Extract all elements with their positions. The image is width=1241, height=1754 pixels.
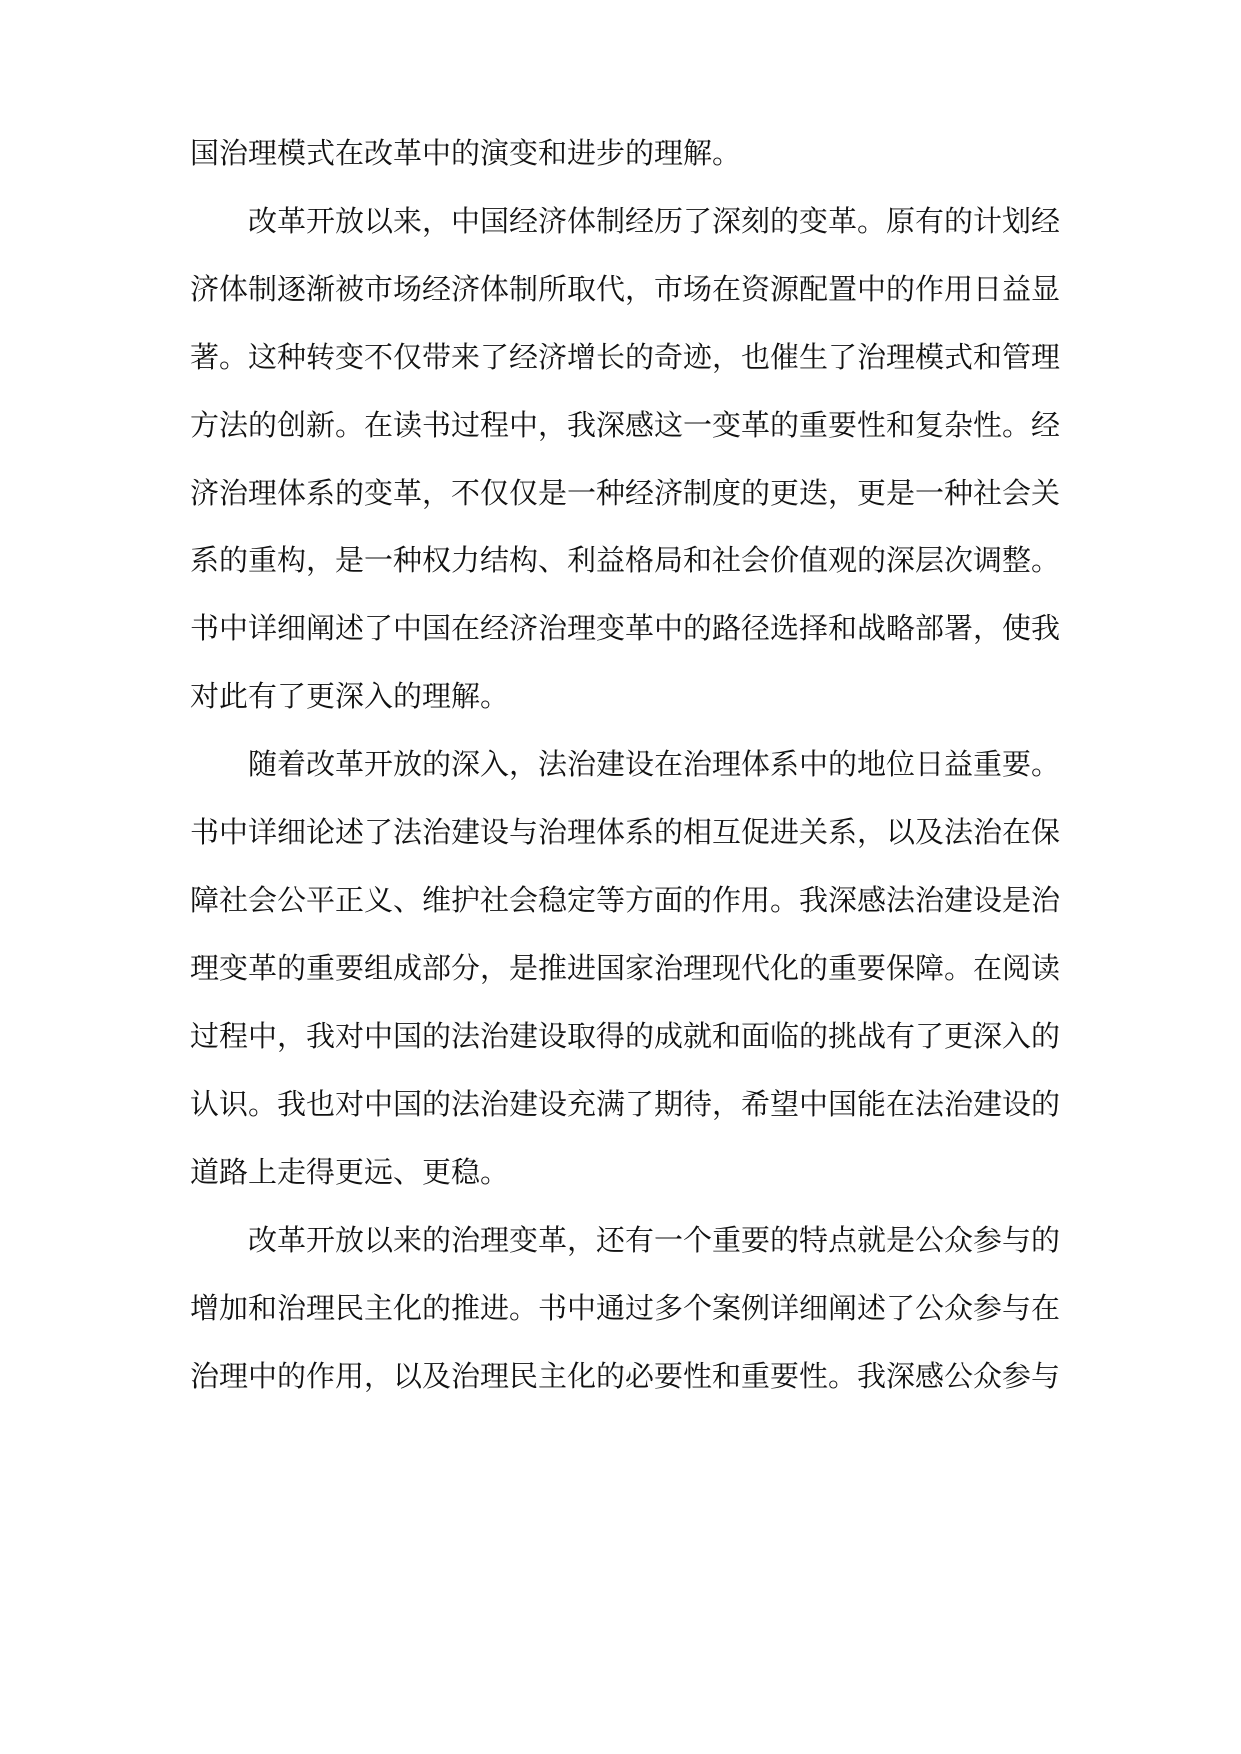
text-line: 济治理体系的变革，不仅仅是一种经济制度的更迭，更是一种社会关 (190, 476, 1061, 510)
text-line: 认识。我也对中国的法治建设充满了期待，希望中国能在法治建设的 (190, 1087, 1061, 1121)
text-line: 道路上走得更远、更稳。 (190, 1155, 510, 1189)
text-line: 书中详细论述了法治建设与治理体系的相互促进关系，以及法治在保 (190, 815, 1061, 849)
text-line: 改革开放以来，中国经济体制经历了深刻的变革。原有的计划经 (248, 204, 1061, 238)
text-line: 理变革的重要组成部分，是推进国家治理现代化的重要保障。在阅读 (190, 951, 1061, 985)
text-line: 治理中的作用，以及治理民主化的必要性和重要性。我深感公众参与 (190, 1359, 1061, 1393)
text-line: 随着改革开放的深入，法治建设在治理体系中的地位日益重要。 (248, 747, 1061, 781)
text-line: 过程中，我对中国的法治建设取得的成就和面临的挑战有了更深入的 (190, 1019, 1061, 1053)
text-line: 障社会公平正义、维护社会稳定等方面的作用。我深感法治建设是治 (190, 883, 1061, 917)
text-line: 方法的创新。在读书过程中，我深感这一变革的重要性和复杂性。经 (190, 408, 1061, 442)
text-line: 增加和治理民主化的推进。书中通过多个案例详细阐述了公众参与在 (190, 1291, 1061, 1325)
text-line: 书中详细阐述了中国在经济治理变革中的路径选择和战略部署，使我 (190, 611, 1061, 645)
text-line: 改革开放以来的治理变革，还有一个重要的特点就是公众参与的 (248, 1223, 1061, 1257)
text-line: 系的重构，是一种权力结构、利益格局和社会价值观的深层次调整。 (190, 543, 1061, 577)
text-line: 对此有了更深入的理解。 (190, 679, 510, 713)
text-line: 济体制逐渐被市场经济体制所取代，市场在资源配置中的作用日益显 (190, 272, 1061, 306)
text-line: 国治理模式在改革中的演变和进步的理解。 (190, 136, 742, 170)
text-line: 著。这种转变不仅带来了经济增长的奇迹，也催生了治理模式和管理 (190, 340, 1061, 374)
